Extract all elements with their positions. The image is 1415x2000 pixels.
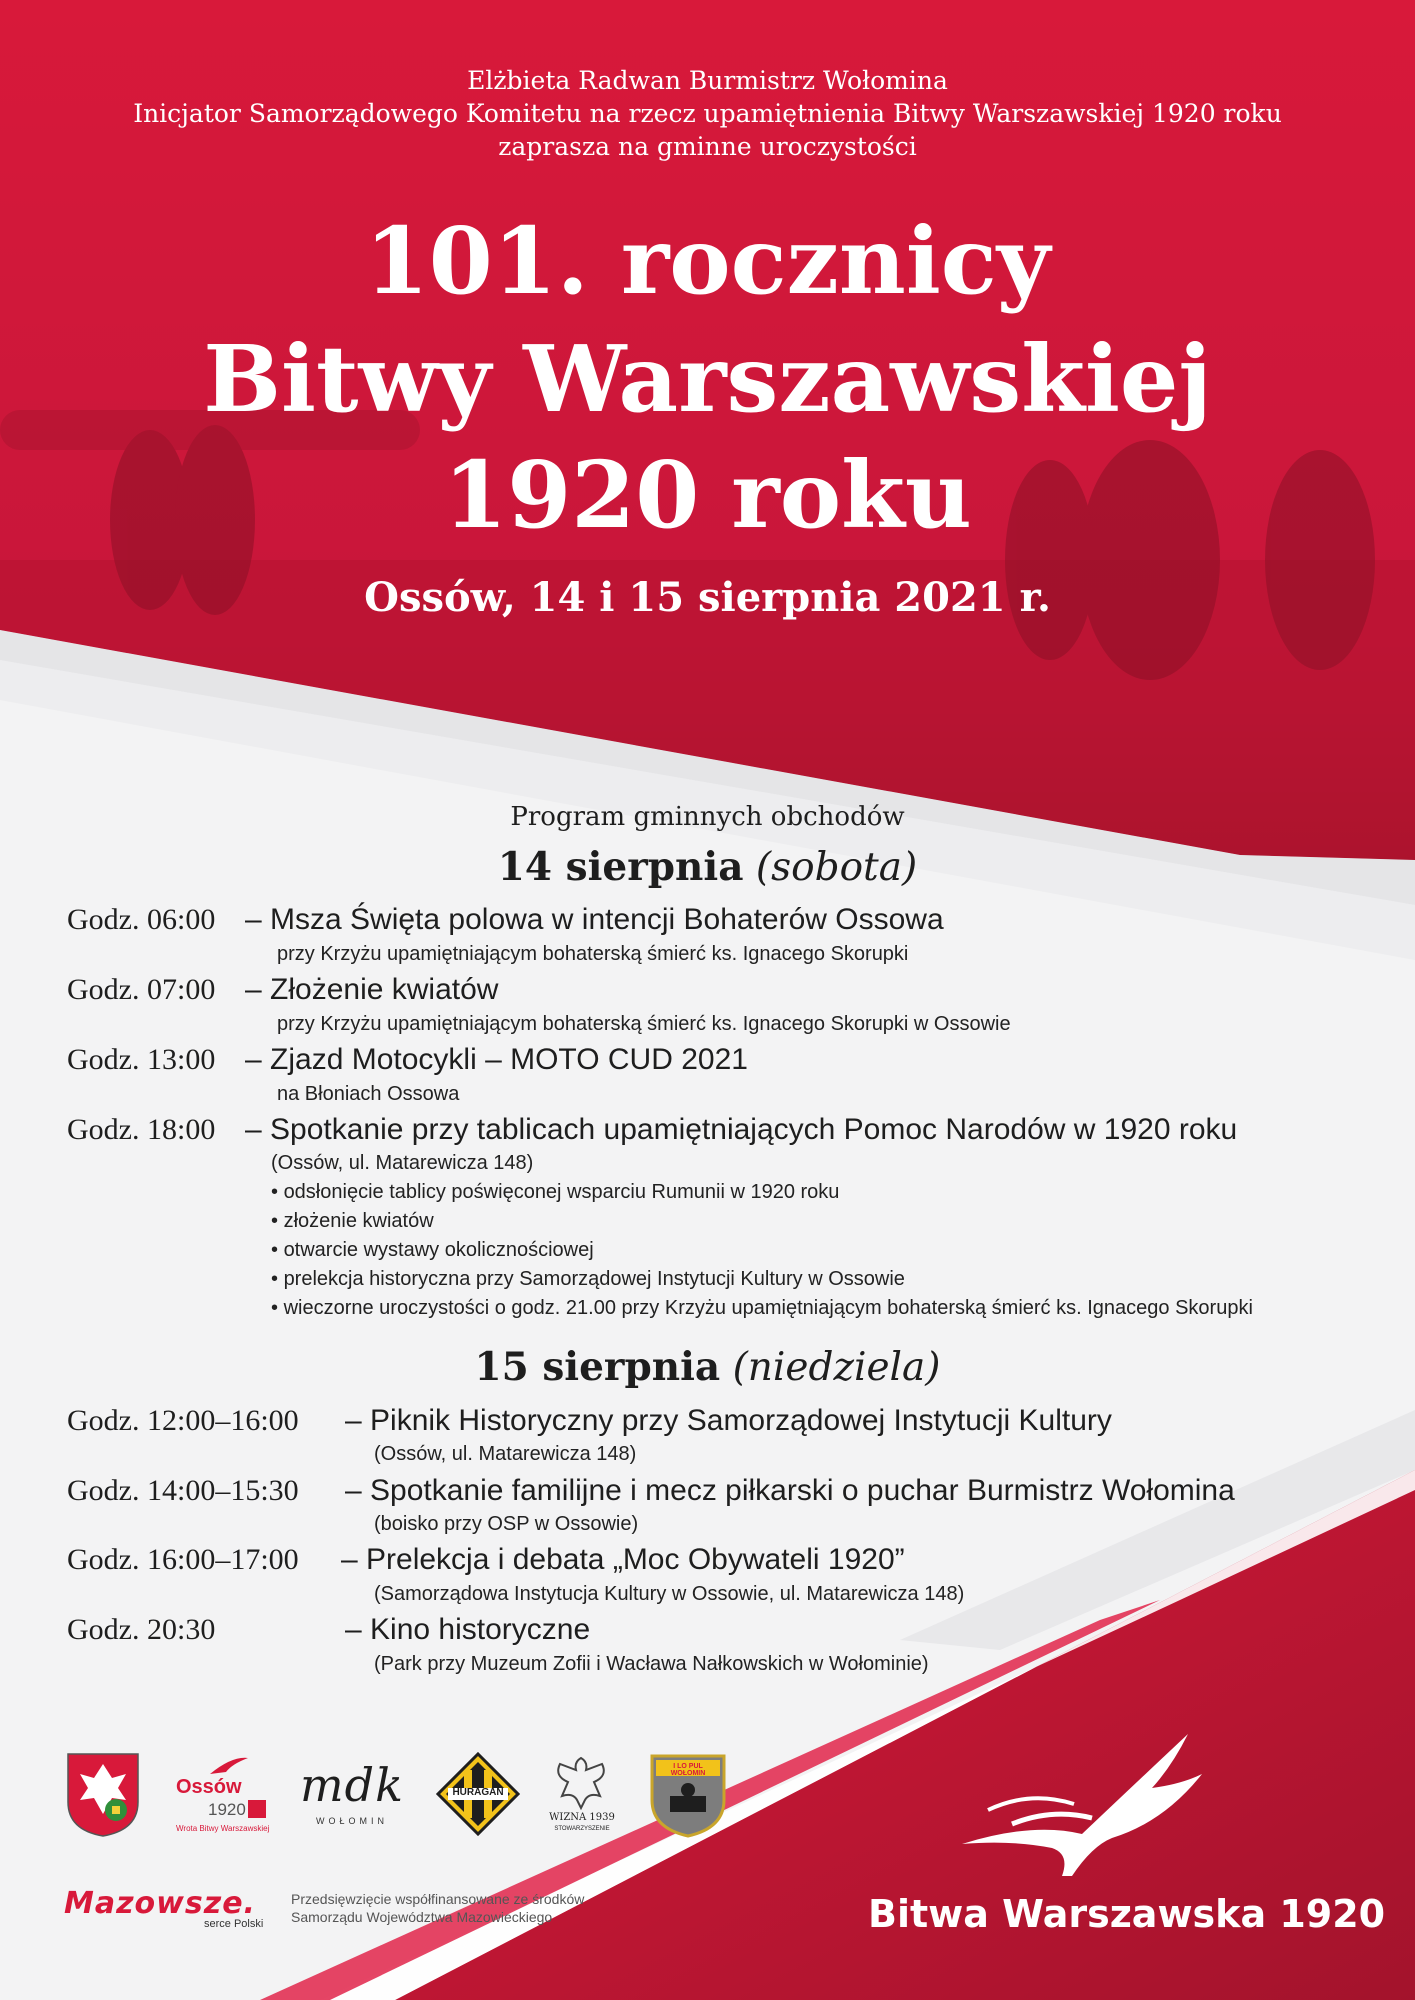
day1-date: 14 sierpnia: [497, 844, 744, 890]
funding-note: [291, 1890, 584, 1926]
mazowsze-tagline: serce Polski: [204, 1918, 264, 1930]
program-title: Program gminnych obchodów: [510, 802, 905, 832]
event-bullet: • odsłonięcie tablicy poświęconej wsparciu Rumunii w 1920 roku: [271, 1178, 839, 1207]
invitation-header: [0, 64, 1415, 163]
day2-date: 15 sierpnia: [474, 1344, 721, 1390]
title-line-3: 1920 roku: [443, 441, 972, 549]
day1-heading: [0, 842, 1415, 893]
event-bullet: • prelekcja historyczna przy Samorządowej Instytucji Kultury w Ossowie: [271, 1265, 905, 1294]
day2-weekday: (niedziela): [732, 1345, 941, 1390]
eagle-icon: [542, 1752, 620, 1812]
event-time: Godz. 20:30: [67, 1613, 216, 1646]
wolomin-coat-of-arms-icon: [66, 1752, 140, 1838]
event-title: – Piknik Historyczny przy Samorządowej Instytucji Kultury: [345, 1404, 1112, 1437]
title-line-1: 101. rocznicy: [364, 207, 1051, 315]
event-location: (boisko przy OSP w Ossowie): [374, 1513, 639, 1535]
title-line-2: Bitwy Warszawskiej: [203, 325, 1212, 433]
event-time: Godz. 16:00–17:00: [67, 1543, 299, 1576]
header-line-2: Inicjator Samorządowego Komitetu na rzecz upamiętnienia Bitwy Warszawskiej 1920 roku: [133, 99, 1282, 128]
event-location: (Samorządowa Instytucja Kultury w Ossowie, ul. Matarewicza 148): [374, 1583, 965, 1605]
event-title: – Złożenie kwiatów: [245, 973, 499, 1006]
event-title: – Spotkanie przy tablicach upamiętniających Pomoc Narodów w 1920 roku: [245, 1113, 1238, 1146]
event-bullet: • złożenie kwiatów: [271, 1207, 434, 1236]
event-location: (Ossów, ul. Matarewicza 148): [271, 1152, 534, 1174]
event-location: (Park przy Muzeum Zofii i Wacława Nałkowskich w Wołominie): [374, 1653, 929, 1675]
mdk-logo-subtext: WOŁOMIN: [316, 1816, 388, 1826]
huragan-logo: [436, 1752, 520, 1836]
event-time: Godz. 14:00–15:30: [67, 1474, 299, 1507]
event-location: przy Krzyżu upamiętniającym bohaterską śmierć ks. Ignacego Skorupki: [277, 943, 909, 965]
ossow-logo-tagline: Wrota Bitwy Warszawskiej: [176, 1824, 270, 1833]
lo-school-logo: [648, 1752, 728, 1838]
event-title: – Zjazd Motocykli – MOTO CUD 2021: [245, 1043, 748, 1076]
event-time: Godz. 18:00: [67, 1113, 216, 1146]
header-line-1: Elżbieta Radwan Burmistrz Wołomina: [467, 66, 948, 95]
mdk-logo-text: mdk: [300, 1758, 404, 1812]
header-line-3: zaprasza na gminne uroczystości: [498, 132, 917, 161]
event-title: – Spotkanie familijne i mecz piłkarski o puchar Burmistrz Wołomina: [345, 1474, 1235, 1507]
wizna-logo-subtext: STOWARZYSZENIE: [554, 1826, 610, 1832]
event-title: – Msza Święta polowa w intencji Bohaterów Ossowa: [245, 903, 944, 936]
day1-weekday: (sobota): [755, 845, 918, 890]
ossow-logo-year: 1920: [208, 1800, 246, 1819]
event-time: Godz. 06:00: [67, 903, 216, 936]
lo-school-logo-text: I LO PUL WOŁOMIN: [670, 1763, 706, 1777]
event-time: Godz. 13:00: [67, 1043, 216, 1076]
event-location: na Błoniach Ossowa: [277, 1083, 460, 1105]
funding-line-1: Przedsięwzięcie współfinansowane ze środków: [291, 1891, 585, 1907]
wizna-logo: [542, 1752, 620, 1840]
ossow-logo: [170, 1750, 270, 1840]
event-bullet: • wieczorne uroczystości o godz. 21.00 przy Krzyżu upamiętniającym bohaterską śmierć ks. Ignacego Skorupki: [271, 1294, 1253, 1323]
event-time: Godz. 12:00–16:00: [67, 1404, 299, 1437]
wizna-logo-text: WIZNA 1939: [549, 1812, 615, 1823]
event-title: – Kino historyczne: [345, 1613, 591, 1646]
ossow-logo-badge: [248, 1800, 266, 1818]
funding-line-2: Samorządu Województwa Mazowieckiego: [291, 1909, 553, 1925]
mazowsze-logo-text: Mazowsze.: [64, 1886, 256, 1921]
event-bullet: • otwarcie wystawy okolicznościowej: [271, 1236, 594, 1265]
huragan-logo-text: HURAGAN: [452, 1787, 504, 1798]
event-location: (Ossów, ul. Matarewicza 148): [374, 1443, 637, 1465]
event-title: – Prelekcja i debata „Moc Obywateli 1920”: [341, 1543, 905, 1576]
bitwa-warszawska-brand: Bitwa Warszawska 1920: [868, 1892, 1386, 1936]
event-location: przy Krzyżu upamiętniającym bohaterską śmierć ks. Ignacego Skorupki w Ossowie: [277, 1013, 1011, 1035]
mdk-logo: [298, 1758, 410, 1830]
ossow-logo-name: Ossów: [176, 1776, 242, 1798]
day2-heading: [0, 1342, 1415, 1393]
bitwa-warszawska-bird-logo-icon: [952, 1726, 1212, 1886]
event-time: Godz. 07:00: [67, 973, 216, 1006]
place-date: Ossów, 14 i 15 sierpnia 2021 r.: [364, 574, 1051, 621]
